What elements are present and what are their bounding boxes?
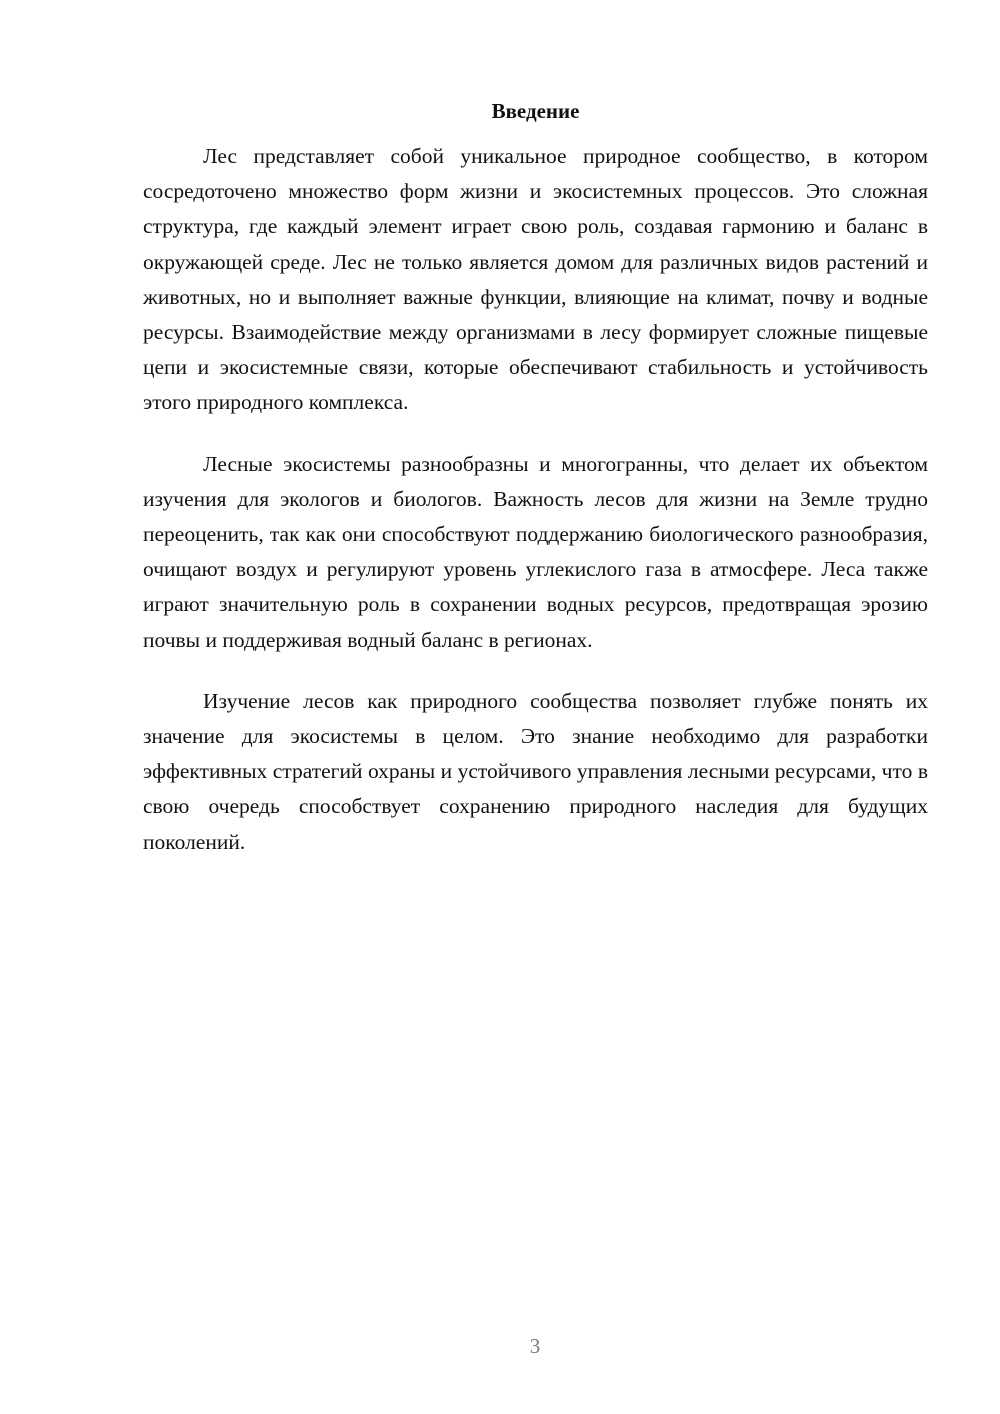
paragraph-3: Изучение лесов как природного сообщества позволяет глубже понять их значение для экосистемы в целом. Это знание необходимо для разработки эффективных стратегий охраны и устойчивого управления лесными ресурсами, что в свою очередь способствует сохранению природного наследия для будущих поколений. [143, 688, 928, 854]
page-content [143, 96, 928, 886]
section-title: Введение [491, 99, 580, 123]
paragraph-1: Лес представляет собой уникальное природное сообщество, в котором сосредоточено множество форм жизни и экосистемных процессов. Это сложная структура, где каждый элемент играет свою роль, создавая гармонию и баланс в окружающей среде. Лес не только является домом для различных видов растений и животных, но и выполняет важные функции, влияющие на климат, почву и водные ресурсы. Взаимодействие между организмами в лесу формирует сложные пищевые цепи и экосистемные связи, которые обеспечивают стабильность и устойчивость этого природного комплекса. [143, 144, 928, 415]
paragraph-2: Лесные экосистемы разнообразны и многогранны, что делает их объектом изучения для экологов и биологов. Важность лесов для жизни на Земле трудно переоценить, так как они способствуют поддержанию биологического разнообразия, очищают воздух и регулируют уровень углекислого газа в атмосфере. Леса также играют значительную роль в сохранении водных ресурсов, предотвращая эрозию почвы и поддерживая водный баланс в регионах. [143, 451, 928, 652]
page-number: 3 [529, 1334, 541, 1358]
